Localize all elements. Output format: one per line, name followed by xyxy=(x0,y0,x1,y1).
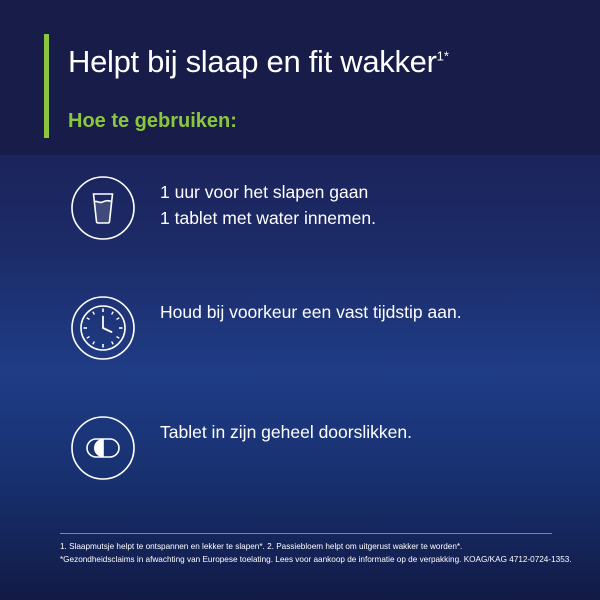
subheading: Hoe te gebruiken: xyxy=(68,110,237,132)
glass-of-water-icon xyxy=(70,175,136,241)
footnote-line-1: 1. Slaapmutsje helpt te ontspannen en lekker te slapen*. 2. Passiebloem helpt om uitgerust wakker te worden*. xyxy=(60,542,463,551)
footnotes xyxy=(60,541,572,566)
headline-text: Helpt bij slaap en fit wakker xyxy=(68,44,437,79)
headline-superscript: 1* xyxy=(436,48,449,64)
accent-bar xyxy=(44,34,49,138)
page-title xyxy=(68,44,449,80)
step-line-2: 1 tablet met water innemen. xyxy=(160,208,376,228)
step-text xyxy=(160,299,462,325)
step-text xyxy=(160,179,376,231)
step-text xyxy=(160,419,412,445)
step-line-1: Houd bij voorkeur een vast tijdstip aan. xyxy=(160,302,462,322)
step-line-1: 1 uur voor het slapen gaan xyxy=(160,182,369,202)
footnote-line-2: *Gezondheidsclaims in afwachting van Europese toelating. Lees voor aankoop de informatie op de verpakking. KOAG/KAG 4712-0724-1353. xyxy=(60,554,572,564)
divider xyxy=(60,533,552,534)
tablet-pill-icon xyxy=(70,415,136,481)
steps-list xyxy=(0,175,600,535)
header-section xyxy=(0,0,600,155)
list-item xyxy=(0,175,600,285)
clock-icon xyxy=(70,295,136,361)
step-line-1: Tablet in zijn geheel doorslikken. xyxy=(160,422,412,442)
list-item xyxy=(0,415,600,525)
list-item xyxy=(0,295,600,405)
